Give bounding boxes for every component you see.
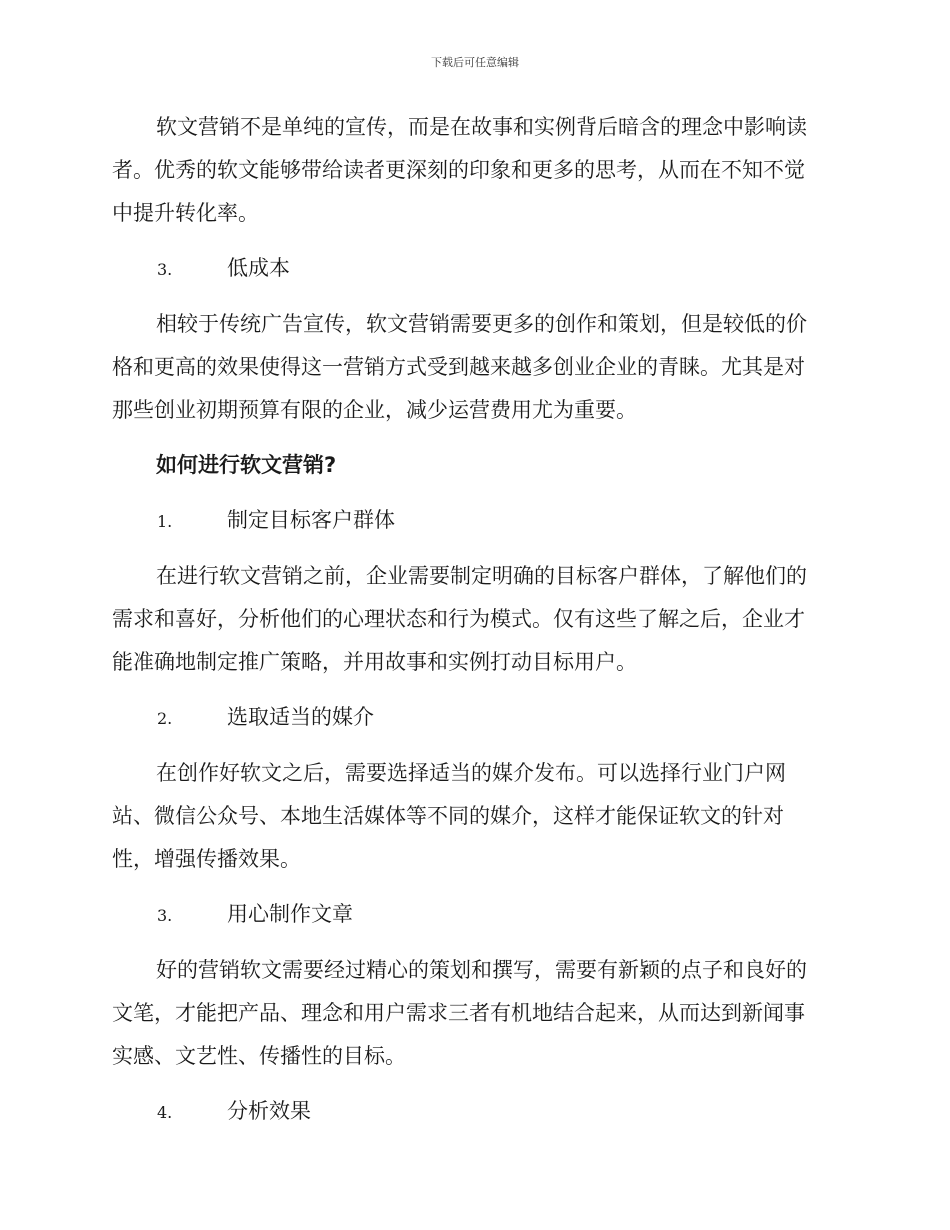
list-item-media bbox=[112, 696, 836, 740]
paragraph-target-customers bbox=[112, 555, 836, 684]
list-title: 用心制作文章 bbox=[227, 902, 353, 926]
paragraph-line: 好的营销软文需要经过精心的策划和撰写，需要有新颖的点子和良好的 bbox=[156, 958, 807, 982]
paragraph-line: 软文营销不是单纯的宣传，而是在故事和实例背后暗含的理念中影响读 bbox=[156, 115, 807, 139]
paragraph-line: 中提升转化率。 bbox=[112, 201, 259, 225]
list-item-analysis bbox=[112, 1090, 836, 1134]
section-heading: 如何进行软文营销? bbox=[156, 453, 337, 477]
paragraph-line: 格和更高的效果使得这一营销方式受到越来越多创业企业的青睐。尤其是对 bbox=[112, 355, 805, 379]
paragraph-line: 在创作好软文之后，需要选择适当的媒介发布。可以选择行业门户网 bbox=[156, 761, 786, 785]
list-title: 制定目标客户群体 bbox=[227, 508, 395, 532]
paragraph-line: 文笔，才能把产品、理念和用户需求三者有机地结合起来，从而达到新闻事 bbox=[112, 1001, 805, 1025]
list-item-low-cost bbox=[112, 247, 836, 291]
paragraph-line: 能准确地制定推广策略，并用故事和实例打动目标用户。 bbox=[112, 650, 637, 674]
paragraph-line: 需求和喜好，分析他们的心理状态和行为模式。仅有这些了解之后，企业才 bbox=[112, 607, 805, 631]
paragraph-line: 性，增强传播效果。 bbox=[112, 847, 301, 871]
list-number: 4. bbox=[157, 1103, 173, 1122]
paragraph-media bbox=[112, 752, 836, 881]
paragraph-line: 实感、文艺性、传播性的目标。 bbox=[112, 1044, 406, 1068]
list-title: 分析效果 bbox=[227, 1099, 311, 1123]
list-number: 3. bbox=[157, 906, 173, 925]
page-header: 下载后可任意编辑 bbox=[431, 56, 519, 69]
paragraph-low-cost bbox=[112, 303, 836, 432]
document-body bbox=[112, 106, 836, 1146]
list-number: 2. bbox=[157, 709, 173, 728]
list-item-target-customers bbox=[112, 499, 836, 543]
paragraph-article bbox=[112, 949, 836, 1078]
paragraph-soft-marketing-influence bbox=[112, 106, 836, 235]
list-item-article bbox=[112, 893, 836, 937]
list-title: 选取适当的媒介 bbox=[227, 705, 374, 729]
list-title: 低成本 bbox=[227, 256, 290, 280]
paragraph-line: 者。优秀的软文能够带给读者更深刻的印象和更多的思考，从而在不知不觉 bbox=[112, 158, 805, 182]
paragraph-line: 在进行软文营销之前，企业需要制定明确的目标客户群体，了解他们的 bbox=[156, 564, 807, 588]
paragraph-line: 相较于传统广告宣传，软文营销需要更多的创作和策划，但是较低的价 bbox=[156, 312, 807, 336]
list-number: 1. bbox=[157, 512, 173, 531]
paragraph-line: 那些创业初期预算有限的企业，减少运营费用尤为重要。 bbox=[112, 398, 637, 422]
paragraph-line: 站、微信公众号、本地生活媒体等不同的媒介，这样才能保证软文的针对 bbox=[112, 804, 784, 828]
list-number: 3. bbox=[157, 260, 173, 279]
